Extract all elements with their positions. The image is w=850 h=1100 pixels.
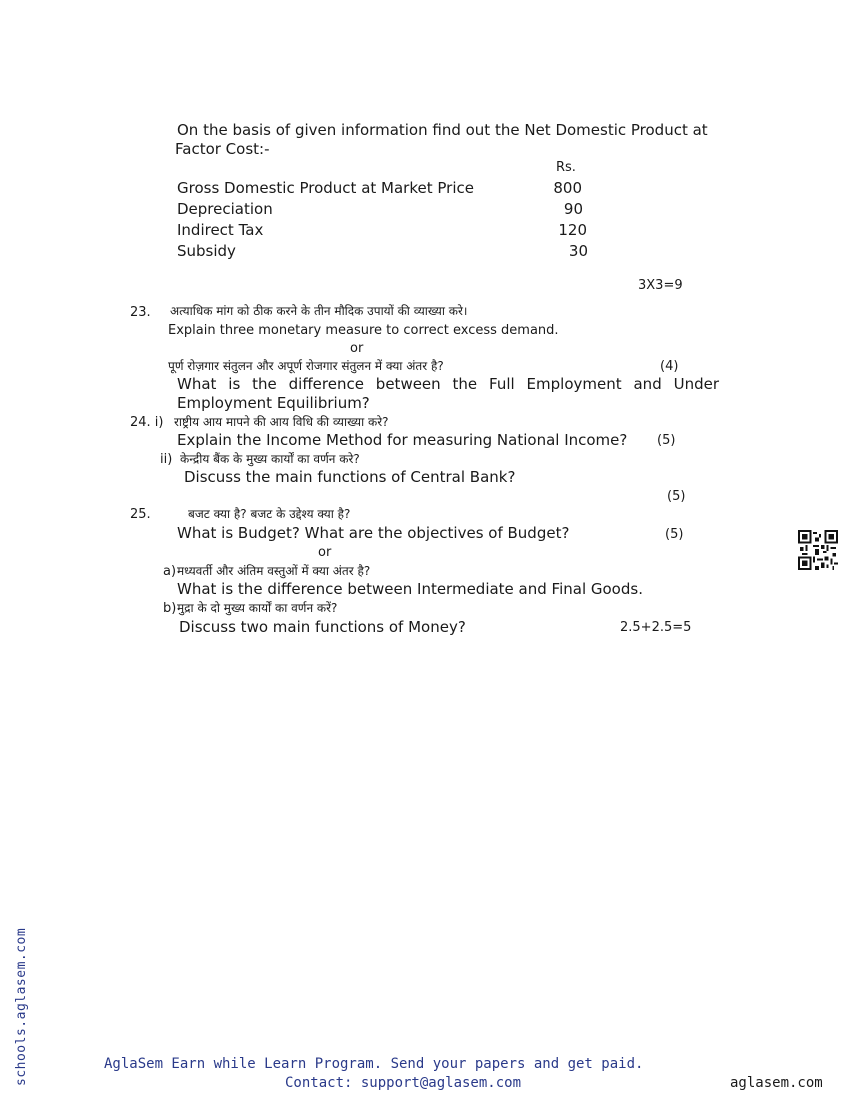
q25-english-main: What is Budget? What are the objectives of Budget? xyxy=(177,524,570,542)
q22-item-value: 120 xyxy=(558,221,587,239)
q23-hindi-a: अत्याधिक मांग को ठीक करने के तीन मौदिक उपायों की व्याख्या करे। xyxy=(170,304,468,318)
q23-english-b-line2: Employment Equilibrium? xyxy=(177,394,370,412)
q22-currency-header: Rs. xyxy=(556,160,576,175)
footer-contact[interactable]: Contact: support@aglasem.com xyxy=(285,1075,522,1091)
q22-item-value: 90 xyxy=(563,200,583,218)
q25-hindi-b: मुद्रा के दो मुख्य कार्यों का वर्णन करें? xyxy=(177,601,338,615)
q24-hindi-i: राष्ट्रीय आय मापने की आय विधि की व्याख्या करे? xyxy=(174,415,389,429)
q23-or: or xyxy=(350,341,364,356)
q25-marks-b: 2.5+2.5=5 xyxy=(620,620,692,635)
q24-marks-i: (5) xyxy=(657,433,676,448)
q22-item-value: 30 xyxy=(568,242,588,260)
q22-item-value: 800 xyxy=(553,179,582,197)
q25-or: or xyxy=(318,545,332,560)
q25-english-a: What is the difference between Intermediate and Final Goods. xyxy=(177,580,643,598)
qr-code-icon[interactable] xyxy=(798,530,838,570)
q25-sub-a: a) xyxy=(163,564,177,579)
q25-marks-main: (5) xyxy=(665,527,684,542)
q22-intro-line1: On the basis of given information find out the Net Domestic Product at xyxy=(177,121,708,139)
footer-promo: AglaSem Earn while Learn Program. Send your papers and get paid. xyxy=(104,1056,644,1072)
q24-hindi-ii: केन्द्रीय बैंक के मुख्य कार्यों का वर्णन करे? xyxy=(180,452,360,466)
q23-hindi-b: पूर्ण रोज़गार संतुलन और अपूर्ण रोजगार संतुलन में क्या अंतर है? xyxy=(168,359,444,373)
footer-site-link[interactable]: aglasem.com xyxy=(730,1075,823,1091)
q25-hindi-a: मध्यवर्ती और अंतिम वस्तुओं में क्या अंतर है? xyxy=(177,564,371,578)
q25-english-b: Discuss two main functions of Money? xyxy=(179,618,466,636)
q24-number: 24. i) xyxy=(130,415,164,430)
q23-english-a: Explain three monetary measure to correct excess demand. xyxy=(168,323,559,338)
q22-item-label: Gross Domestic Product at Market Price xyxy=(177,179,474,197)
q24-marks-ii: (5) xyxy=(667,489,686,504)
q22-item-label: Indirect Tax xyxy=(177,221,264,239)
q25-hindi-main: बजट क्या है? बजट के उद्देश्य क्या है? xyxy=(188,507,351,521)
q23-number: 23. xyxy=(130,305,151,320)
q25-sub-b: b) xyxy=(163,601,177,616)
q22-item-label: Subsidy xyxy=(177,242,236,260)
q23-english-b-line1: What is the difference between the Full Employment and Under xyxy=(177,375,719,393)
q24-english-i: Explain the Income Method for measuring National Income? xyxy=(177,431,628,449)
q24-sub-ii: ii) xyxy=(160,452,173,467)
q22-intro-line2: Factor Cost:- xyxy=(175,140,270,158)
q23-marks-b: (4) xyxy=(660,359,679,374)
q24-english-ii: Discuss the main functions of Central Bank? xyxy=(184,468,516,486)
q25-number: 25. xyxy=(130,507,151,522)
q22-item-label: Depreciation xyxy=(177,200,273,218)
side-watermark: schools.aglasem.com xyxy=(14,927,29,1086)
section-marks: 3X3=9 xyxy=(638,278,683,293)
